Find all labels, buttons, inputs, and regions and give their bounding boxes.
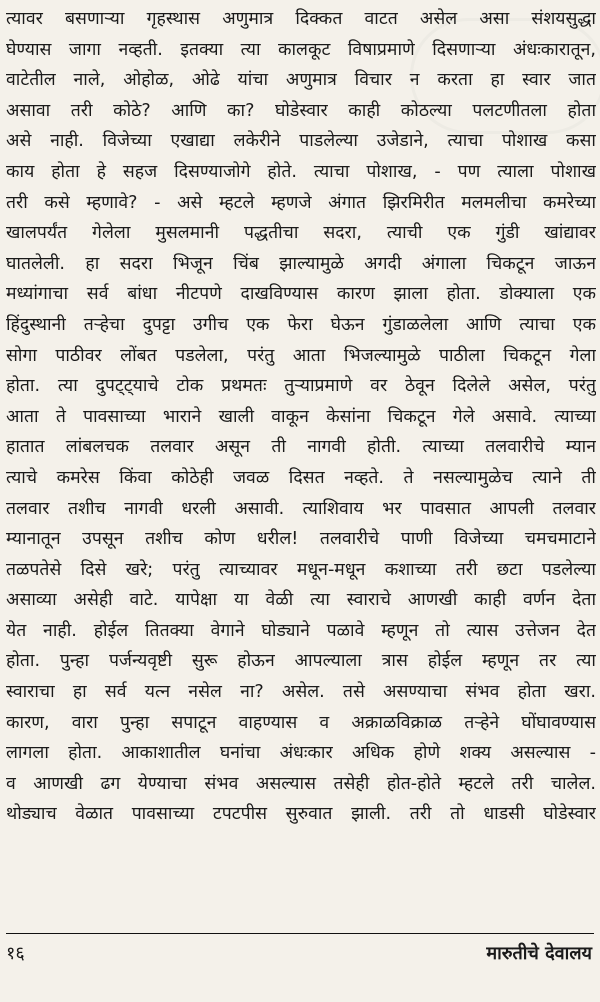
text-line: थोड्याच वेळात पावसाच्या टपटपीस सुरुवात झाली. तरी तो धाडसी घोडेस्वार	[6, 804, 596, 825]
text-line: वाटेतील नाले, ओहोळ, ओढे यांचा अणुमात्र विचार न करता हा स्वार जात	[6, 70, 596, 91]
text-line: येत नाही. होईल तितक्या वेगाने घोड्याने पळावे म्हणून तो त्यास उत्तेजन देत	[6, 620, 596, 641]
text-line: तळपतेसे दिसे खरे; परंतु त्याच्यावर मधून-मधून कशाच्या तरी छटा पडलेल्या	[6, 559, 596, 580]
text-line: सोगा पाठीवर लोंबत पडलेला, परंतु आता भिजल्यामुळे पाठीला चिकटून गेला	[6, 345, 596, 366]
body-text	[6, 4, 596, 914]
text-line: असे नाही. विजेच्या एखाद्या लकेरीने पाडलेल्या उजेडाने, त्याचा पोशाख कसा	[6, 131, 596, 152]
text-line: त्यावर बसणाऱ्या गृहस्थास अणुमात्र दिक्कत वाटत असेल असा संशयसुद्धा	[6, 9, 596, 29]
text-line: घातलेली. हा सदरा भिजून चिंब झाल्यामुळे अगदी अंगाला चिकटून जाऊन	[6, 253, 596, 274]
page-number: १६	[6, 943, 25, 964]
text-line: लागला होता. आकाशातील घनांचा अंधःकार अधिक होणे शक्य असल्यास -	[6, 743, 596, 764]
text-line: तरी कसे म्हणावे? - असे म्हटले म्हणजे अंगात झिरमिरीत मलमलीचा कमरेच्या	[6, 192, 596, 213]
running-book-title: मारुतीचे देवालय	[486, 943, 592, 964]
text-line: आता ते पावसाच्या भाराने खाली वाकून केसांना चिकटून गेले असावे. त्याच्या	[6, 406, 596, 427]
text-line: असाव्या असेही वाटे. यापेक्षा या वेळी त्या स्वाराचे आणखी काही वर्णन देता	[6, 590, 596, 611]
text-line: तलवार तशीच नागवी धरली असावी. त्याशिवाय भर पावसात आपली तलवार	[6, 498, 596, 519]
text-line: काय होता हे सहज दिसण्याजोगे होते. त्याचा पोशाख, - पण त्याला पोशाख	[6, 161, 596, 182]
text-line: असावा तरी कोठे? आणि का? घोडेस्वार काही कोठल्या पलटणीतला होता	[6, 100, 596, 121]
text-line: हिंदुस्थानी तऱ्हेचा दुपट्टा उगीच एक फेरा घेऊन गुंडाळलेला आणि त्याचा एक	[6, 314, 596, 335]
footer-rule	[6, 933, 594, 934]
text-line: खालपर्यंत गेलेला मुसलमानी पद्धतीचा सदरा, त्याची एक गुंडी खांद्यावर	[6, 223, 596, 244]
text-line: होता. पुन्हा पर्जन्यवृष्टी सुरू होऊन आपल्याला त्रास होईल म्हणून तर त्या	[6, 651, 596, 672]
text-line: म्यानातून उपसून तशीच कोण धरील! तलवारीचे पाणी विजेच्या चमचमाटाने	[6, 529, 596, 550]
text-line: मध्यांगाचा सर्व बांधा नीटपणे दाखविण्यास कारण झाला होता. डोक्याला एक	[6, 284, 596, 305]
page-footer	[6, 938, 592, 968]
text-line: त्याचे कमरेस किंवा कोठेही जवळ दिसत नव्हते. ते नसल्यामुळेच त्याने ती	[6, 467, 596, 488]
text-line: कारण, वारा पुन्हा सपाटून वाहण्यास व अक्राळविक्राळ तऱ्हेने घोंघावण्यास	[6, 712, 596, 733]
text-line: होता. त्या दुपट्ट्याचे टोक प्रथमतः तुऱ्याप्रमाणे वर ठेवून दिलेले असेल, परंतु	[6, 376, 596, 397]
text-line: हातात लांबलचक तलवार असून ती नागवी होती. त्याच्या तलवारीचे म्यान	[6, 437, 596, 458]
text-line: व आणखी ढग येण्याचा संभव असल्यास तसेही होत-होते म्हटले तरी चालेल.	[6, 773, 596, 794]
text-line: घेण्यास जागा नव्हती. इतक्या त्या कालकूट विषाप्रमाणे दिसणाऱ्या अंधःकारातून,	[6, 39, 596, 60]
text-line: स्वाराचा हा सर्व यत्न नसेल ना? असेल. तसे असण्याचा संभव होता खरा.	[6, 682, 596, 703]
